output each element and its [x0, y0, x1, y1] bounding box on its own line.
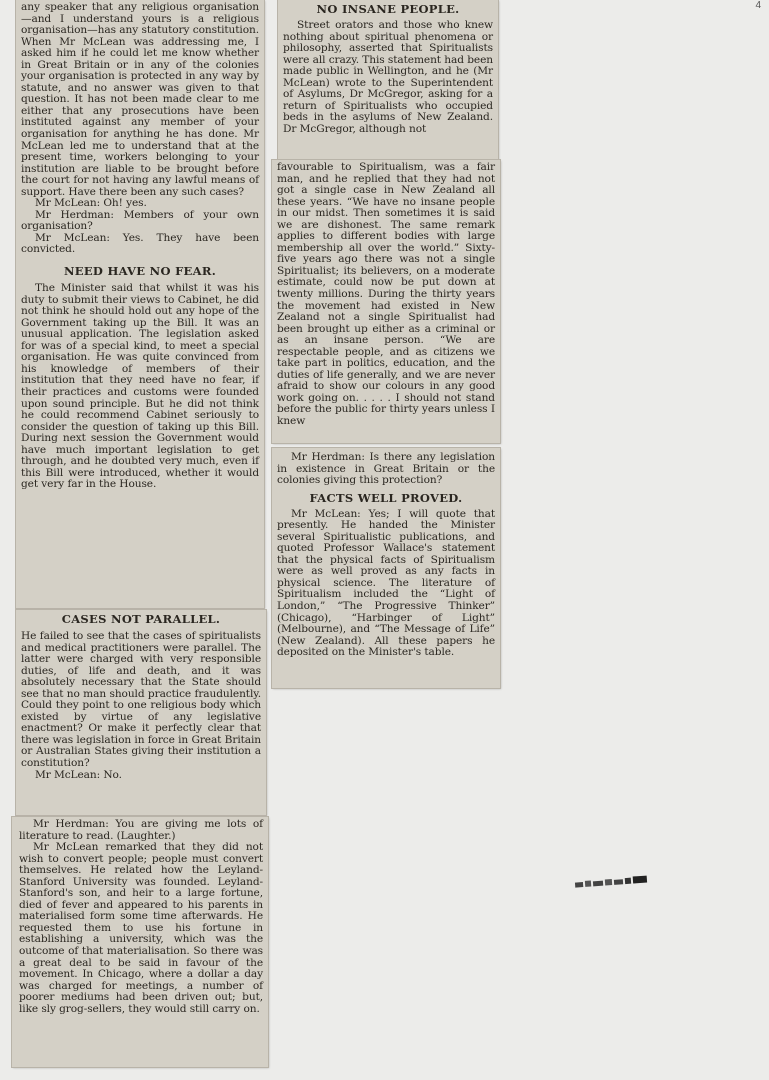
clipping-left-top	[16, 0, 264, 608]
paragraph: He failed to see that the cases of spiritualists and medical practitioners were parallel. The latter were charged with very responsible duties, of life and death, and it was absolutely necessary that the State should see that no man should practice fraudulently. Could they point to one religious body which existed by virtue of any legislative enactment? Or make it perfectly clear that there was legislation in force in Great Britain or Australian States giving their institution a constitution?	[21, 630, 261, 770]
ink-smudge-icon	[573, 873, 652, 890]
paragraph: any speaker that any religious organisation—and I understand yours is a religious organisation—has any statutory constitution. When Mr McLean was addressing me, I asked him if he could let me know whether in Great Britain or in any of the colonies your organisation is protected in any way by statute, and no answer was given to that question. It has not been made clear to me either that any prosecutions have been instituted against any member of your organisation for anything he has done. Mr McLean led me to understand that at the present time, workers belonging to your institution are liable to be brought before the court for not having any lawful means of support. Have there been any such cases?	[21, 1, 259, 198]
section-heading: NEED HAVE NO FEAR.	[63, 264, 216, 279]
paragraph: Mr McLean: Yes. They have been convicted.	[21, 231, 259, 256]
clipping-right-top	[278, 0, 498, 160]
section-heading: CASES NOT PARALLEL.	[61, 612, 221, 626]
paragraph: The Minister said that whilst it was his duty to submit their views to Cabinet, he did not think he should hold out any hope of the Government taking up the Bill. It was an unusual application. The legislation asked for was of a special kind, to meet a special organisation. He was quite convinced from his knowledge of members of their institution that they need have no fear, if their practices and customs were founded upon sound principle. But he did not think he could recommend Cabinet seriously to consider the question of taking up this Bill. During next session the Government would have much important legislation to get through, and he doubted very much, even if this Bill were introduced, whether it would get very far in the House.	[21, 282, 259, 491]
paragraph: Mr Herdman: Members of your own organisation?	[21, 208, 259, 233]
clipping-left-bottom	[12, 817, 268, 1067]
page-number: 4	[755, 0, 761, 11]
section-heading: NO INSANE PEOPLE.	[316, 2, 460, 16]
paragraph: Mr Herdman: Is there any legislation in existence in Great Britain or the colonies giving this protection?	[277, 451, 495, 487]
paragraph: Mr McLean remarked that they did not wish to convert people; people must convert themselves. He related how the Leyland-Stanford University was founded. Leyland-Stanford's son, and heir to a large fortune, died of fever and appeared to his parents in materialised form some time afterwards. He requested them to use his fortune in establishing a university, which was the outcome of that materialisation. So there was a great deal to be said in favour of the movement. In Chicago, where a dollar a day was charged for meetings, a number of poorer mediums had been driven out; but, like sly grog-sellers, they would still carry on.	[19, 841, 263, 1015]
paragraph: Mr Herdman: You are giving me lots of literature to read. (Laughter.)	[19, 818, 263, 842]
section-heading: FACTS WELL PROVED.	[309, 490, 463, 505]
clipping-right-bottom	[272, 448, 500, 688]
paragraph: favourable to Spiritualism, was a fair man, and he replied that they had not got a single case in New Zealand all these years. “We have no insane people in our midst. Then sometimes it is said we are dishonest. The same remark applies to different bodies with large membership all over the world.” Sixty-five years ago there was not a single Spiritualist; its believers, on a moderate estimate, could now be put down at twenty millions. During the thirty years the movement had existed in New Zealand not a single Spiritualist had been brought up either as a criminal or as an insane person. “We are respectable people, and as citizens we take part in politics, education, and the duties of life generally, and we are never afraid to show our colours in any good work going on. . . . . I should not stand before the public for thirty years unless I knew	[277, 161, 495, 428]
paragraph: Street orators and those who knew nothing about spiritual phenomena or philosophy, asserted that Spiritualists were all crazy. This statement had been made public in Wellington, and he (Mr McLean) wrote to the Superintendent of Asylums, Dr McGregor, asking for a return of Spiritualists who occupied beds in the asylums of New Zealand. Dr McGregor, although not	[283, 19, 493, 135]
paragraph: Mr McLean: No.	[35, 768, 122, 781]
paragraph: Mr McLean: Yes; I will quote that presently. He handed the Minister several Spiritualistic publications, and quoted Professor Wallace's statement that the physical facts of Spiritualism were as well proved as any facts in physical science. The literature of Spiritualism included the “Light of London,” “The Progressive Thinker” (Chicago), “Harbinger of Light” (Melbourne), and “The Message of Life” (New Zealand). All these papers he deposited on the Minister's table.	[277, 507, 495, 659]
ink-mark	[573, 873, 652, 890]
clipping-left-middle	[16, 610, 266, 815]
paragraph: Mr McLean: Oh! yes.	[35, 197, 147, 210]
clipping-right-middle	[272, 160, 500, 443]
